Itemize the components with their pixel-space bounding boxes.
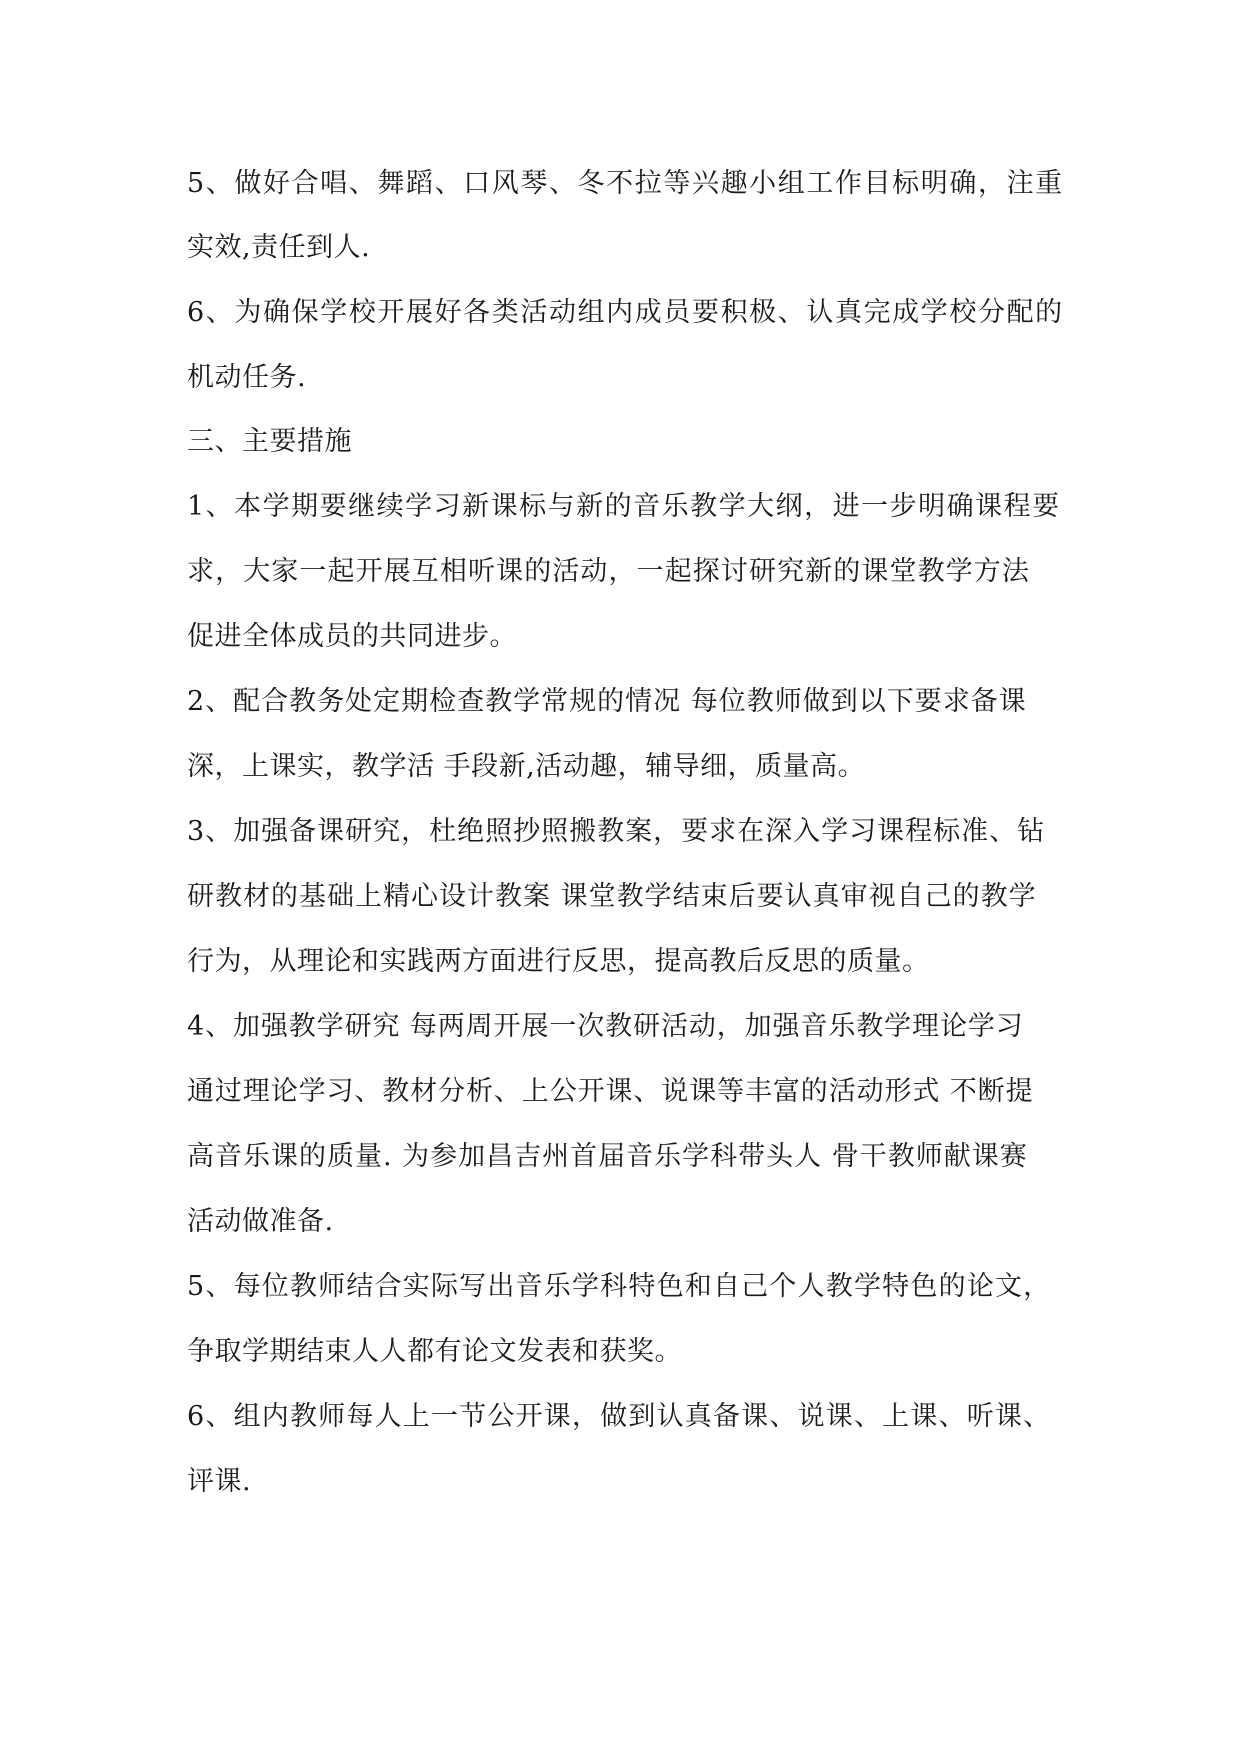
paragraph-line: 评课. <box>187 1466 252 1497</box>
paragraph-line: 5、做好合唱、舞蹈、口风琴、冬不拉等兴趣小组工作目标明确，注重 <box>187 168 1064 199</box>
paragraph-line: 高音乐课的质量. 为参加昌吉州首届音乐学科带头人 骨干教师献课赛 <box>187 1141 1028 1172</box>
paragraph-line: 1、本学期要继续学习新课标与新的音乐教学大纲，进一步明确课程要 <box>187 491 1061 522</box>
paragraph-line: 机动任务. <box>187 362 307 393</box>
paragraph-line: 3、加强备课研究，杜绝照抄照搬教案，要求在深入学习课程标准、钻 <box>187 816 1046 847</box>
paragraph-line: 4、加强教学研究 每两周开展一次教研活动，加强音乐教学理论学习 <box>187 1011 1024 1042</box>
paragraph-line: 6、组内教师每人上一节公开课，做到认真备课、说课、上课、听课、 <box>187 1401 1052 1432</box>
paragraph-line: 5、每位教师结合实际写出音乐学科特色和自己个人教学特色的论文， <box>187 1271 1052 1302</box>
paragraph-line: 实效,责任到人. <box>187 232 371 263</box>
paragraph-line: 研教材的基础上精心设计教案 课堂教学结束后要认真审视自己的教学 <box>187 881 1037 912</box>
paragraph-line: 6、为确保学校开展好各类活动组内成员要积极、认真完成学校分配的 <box>187 297 1064 328</box>
paragraph-line: 通过理论学习、教材分析、上公开课、说课等丰富的活动形式 不断提 <box>187 1076 1034 1107</box>
paragraph-line: 行为，从理论和实践两方面进行反思，提高教后反思的质量。 <box>187 946 930 977</box>
paragraph-line: 求，大家一起开展互相听课的活动，一起探讨研究新的课堂教学方法 <box>187 556 1030 587</box>
paragraph-line: 争取学期结束人人都有论文发表和获奖。 <box>187 1336 682 1367</box>
paragraph-line: 活动做准备. <box>187 1206 334 1237</box>
paragraph-line: 深，上课实，教学活 手段新,活动趣，辅导细，质量高。 <box>187 751 866 782</box>
paragraph-line: 促进全体成员的共同进步。 <box>187 621 517 652</box>
section-heading: 三、主要措施 <box>187 426 352 457</box>
paragraph-line: 2、配合教务处定期检查教学常规的情况 每位教师做到以下要求备课 <box>187 686 1027 717</box>
